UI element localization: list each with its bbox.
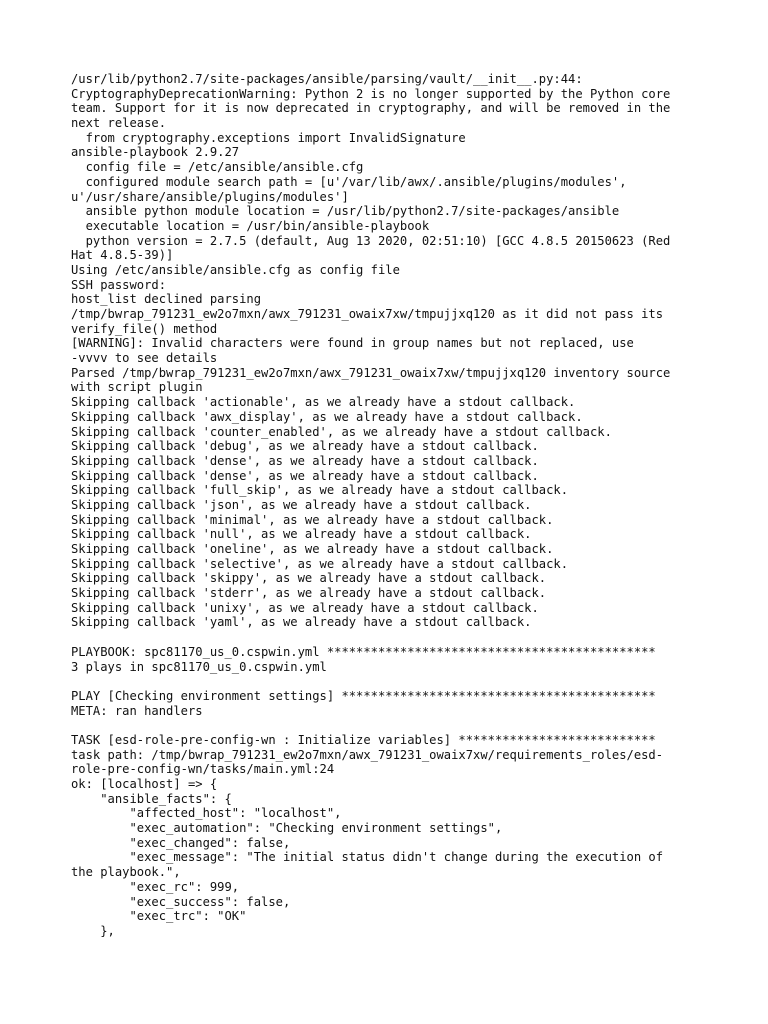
log-line: Skipping callback 'skippy', as we already have a stdout callback. — [71, 571, 547, 586]
log-line: Skipping callback 'yaml', as we already have a stdout callback. — [71, 615, 532, 630]
log-line: "affected_host": "localhost", — [71, 806, 342, 821]
log-line: META: ran handlers — [71, 703, 203, 718]
log-line: with script plugin — [71, 380, 203, 395]
log-line: Skipping callback 'stderr', as we already have a stdout callback. — [71, 586, 547, 601]
log-line: ansible-playbook 2.9.27 — [71, 145, 240, 160]
log-line: task path: /tmp/bwrap_791231_ew2o7mxn/awx_791231_owaix7xw/requirements_roles/esd- — [71, 747, 664, 762]
log-line: "ansible_facts": { — [71, 791, 232, 806]
log-line: "exec_rc": 999, — [71, 879, 240, 894]
log-line: [WARNING]: Invalid characters were found in group names but not replaced, use — [71, 336, 634, 351]
log-line: Hat 4.8.5-39)] — [71, 248, 174, 263]
log-line: Skipping callback 'selective', as we already have a stdout callback. — [71, 556, 569, 571]
log-line: ok: [localhost] => { — [71, 777, 218, 791]
log-line — [71, 718, 701, 733]
log-line — [71, 630, 701, 645]
log-line: "exec_trc": "OK" — [71, 909, 247, 924]
log-line: TASK [esd-role-pre-config-wn : Initialize variables] *************************** — [71, 732, 656, 747]
log-line: configured module search path = [u'/var/lib/awx/.ansible/plugins/modules', — [71, 174, 627, 189]
log-line: /tmp/bwrap_791231_ew2o7mxn/awx_791231_owaix7xw/tmpujjxq120 as it did not pass its — [71, 307, 664, 321]
log-line: "exec_changed": false, — [71, 835, 291, 850]
log-line: executable location = /usr/bin/ansible-playbook — [71, 218, 430, 233]
log-line: config file = /etc/ansible/ansible.cfg — [71, 160, 364, 175]
log-line: Skipping callback 'dense', as we already have a stdout callback. — [71, 453, 539, 468]
log-line: Skipping callback 'actionable', as we already have a stdout callback. — [71, 395, 576, 410]
log-line: 3 plays in spc81170_us_0.cspwin.yml — [71, 659, 327, 674]
log-line: the playbook.", — [71, 865, 181, 880]
log-line: SSH password: — [71, 277, 167, 292]
log-line: CryptographyDeprecationWarning: Python 2 is no longer supported by the Python core — [71, 86, 671, 101]
log-line: role-pre-config-wn/tasks/main.yml:24 — [71, 762, 335, 777]
log-line: from cryptography.exceptions import InvalidSignature — [71, 130, 466, 145]
log-line: team. Support for it is now deprecated in cryptography, and will be removed in the — [71, 101, 671, 116]
log-line: Skipping callback 'counter_enabled', as we already have a stdout callback. — [71, 424, 612, 439]
log-line: PLAY [Checking environment settings] ******************************************* — [71, 688, 656, 703]
log-line: Skipping callback 'full_skip', as we already have a stdout callback. — [71, 483, 569, 498]
log-line: -vvvv to see details — [71, 351, 218, 366]
log-line: Using /etc/ansible/ansible.cfg as config file — [71, 262, 400, 277]
log-line: "exec_automation": "Checking environment settings", — [71, 821, 503, 836]
log-line: Skipping callback 'dense', as we already have a stdout callback. — [71, 468, 539, 483]
log-line: Skipping callback 'oneline', as we already have a stdout callback. — [71, 542, 554, 556]
log-line: ansible python module location = /usr/lib/python2.7/site-packages/ansible — [71, 204, 620, 219]
log-line: verify_file() method — [71, 321, 218, 336]
log-line — [71, 674, 701, 689]
log-line: host_list declined parsing — [71, 292, 262, 307]
log-line: Parsed /tmp/bwrap_791231_ew2o7mxn/awx_791231_owaix7xw/tmpujjxq120 inventory source — [71, 365, 671, 380]
console-log — [71, 72, 701, 939]
log-line: Skipping callback 'minimal', as we already have a stdout callback. — [71, 512, 554, 527]
log-line: python version = 2.7.5 (default, Aug 13 2020, 02:51:10) [GCC 4.8.5 20150623 (Red — [71, 233, 671, 248]
log-line: Skipping callback 'null', as we already have a stdout callback. — [71, 527, 532, 542]
log-line: }, — [71, 923, 115, 938]
log-line: u'/usr/share/ansible/plugins/modules'] — [71, 189, 349, 204]
log-line: next release. — [71, 116, 167, 131]
log-line: "exec_message": "The initial status didn't change during the execution of — [71, 850, 664, 865]
log-line: /usr/lib/python2.7/site-packages/ansible/parsing/vault/__init__.py:44: — [71, 72, 583, 86]
log-line: Skipping callback 'awx_display', as we already have a stdout callback. — [71, 409, 583, 424]
log-line: Skipping callback 'debug', as we already have a stdout callback. — [71, 439, 539, 454]
log-line: PLAYBOOK: spc81170_us_0.cspwin.yml ********************************************* — [71, 644, 656, 659]
log-line: Skipping callback 'json', as we already have a stdout callback. — [71, 497, 532, 512]
log-line: "exec_success": false, — [71, 894, 291, 909]
log-line: Skipping callback 'unixy', as we already have a stdout callback. — [71, 600, 539, 615]
